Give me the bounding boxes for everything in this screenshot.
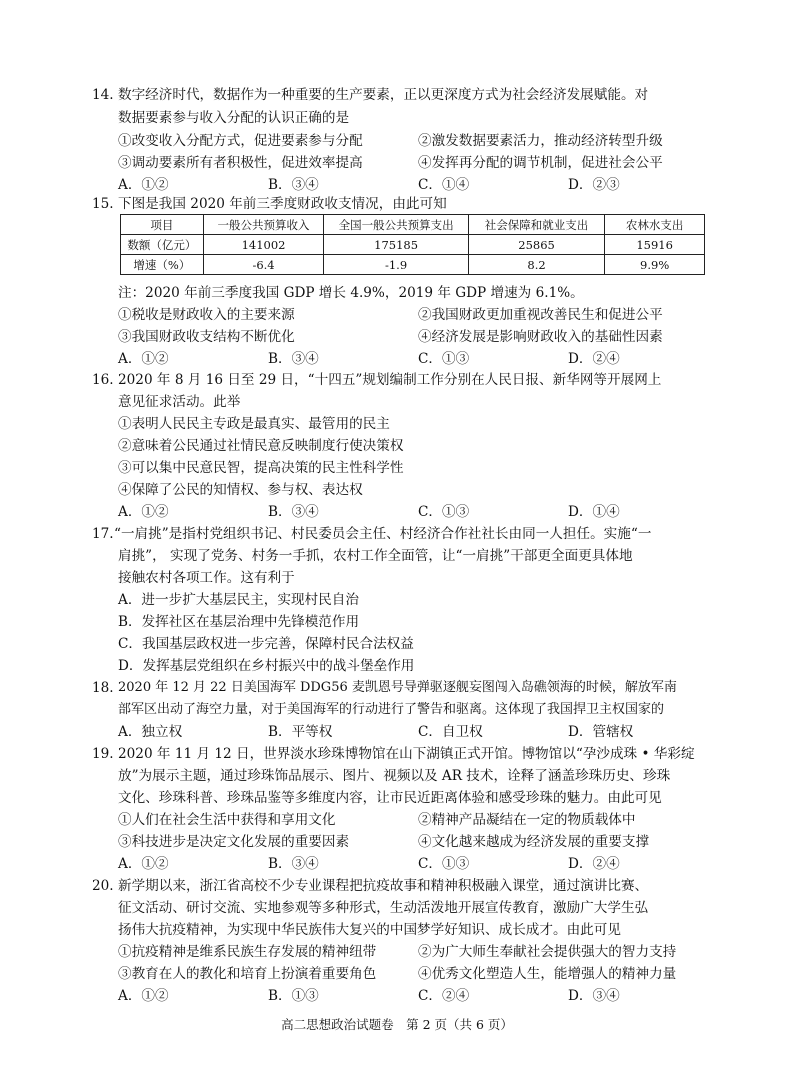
question-number: 19. [92,746,114,762]
statement: ①人们在社会生活中获得和享用文化 [118,812,336,828]
question-stem: 下图是我国 2020 年前三季度财政收支情况，由此可知 [118,196,447,212]
question-stem: 2020 年 12 月 22 日美国海军 DDG56 麦凯恩号导弹驱逐舰妄图闯入岛礁领海的时候，解放军南 [118,680,677,695]
option-b: B．③④ [268,504,319,520]
statement: ①抗疫精神是维系民族生存发展的精神纽带 [118,944,377,960]
question-stem: 2020 年 8 月 16 日至 29 日，“十四五”规划编制工作分别在人民日报、新华网等开展网上 [118,372,662,388]
option-d: D．③④ [568,988,620,1004]
table-header: 全国一般公共预算支出 [324,215,468,235]
table-cell: 增速（%） [121,255,204,275]
question-stem: 部军区出动了海空力量，对于美国海军的行动进行了警告和驱离。这体现了我国捍卫主权国家的 [118,702,665,717]
statement: ②我国财政更加重视改善民生和促进公平 [418,307,663,323]
option-a: A．①② [118,177,169,193]
finance-table [120,214,705,275]
table-cell: 15916 [605,235,705,255]
question-number: 16. [92,372,114,388]
option-a: A．进一步扩大基层民主，实现村民自治 [118,592,359,608]
question-stem: 放”为展示主题，通过珍珠饰品展示、图片、视频以及 AR 技术，诠释了涵盖珍珠历史、珍珠 [118,768,671,784]
question-stem: 扬伟大抗疫精神，为实现中华民族伟大复兴的中国梦学好知识、成长成才。由此可见 [118,922,621,938]
statement: ②为广大师生奉献社会提供强大的智力支持 [418,944,677,960]
table-cell: -1.9 [324,255,468,275]
statement: ②精神产品凝结在一定的物质载体中 [418,812,636,828]
table-cell: 25865 [468,235,604,255]
statement: ④优秀文化塑造人生，能增强人的精神力量 [418,966,677,982]
statement: ④经济发展是影响财政收入的基础性因素 [418,329,663,345]
question-number: 15. [92,196,114,212]
question-stem: 数字经济时代，数据作为一种重要的生产要素，正以更深度方式为社会经济发展赋能。对 [118,87,649,103]
table-cell: -6.4 [203,255,324,275]
option-c: C．①④ [418,177,470,193]
option-c: C．②④ [418,988,470,1004]
option-a: A．①② [118,988,169,1004]
option-c: C．①③ [418,351,470,367]
question-stem: 文化、珍珠科普、珍珠品鉴等多维度内容，让市民近距离体验和感受珍珠的魅力。由此可见 [118,790,662,806]
table-header: 一般公共预算收入 [203,215,324,235]
question-stem: 数据要素参与收入分配的认识正确的是 [118,110,350,126]
table-cell: 9.9% [605,255,705,275]
question-number: 17. [92,526,114,542]
statement: ③可以集中民意民智，提高决策的民主性科学性 [118,460,404,476]
table-row [121,235,705,255]
option-a: A．①② [118,504,169,520]
table-header: 农林水支出 [605,215,705,235]
option-a: A．独立权 [118,724,183,740]
statement: ①表明人民民主专政是最真实、最管用的民主 [118,416,390,432]
question-stem: “一肩挑”是指村党组织书记、村民委员会主任、村经济合作社社长由同一人担任。实施“一 [114,526,652,542]
page-footer: 高二思想政治试题卷 第 2 页（共 6 页） [281,1017,513,1032]
option-d: D．②④ [568,856,620,872]
option-b: B．③④ [268,351,319,367]
statement: ①改变收入分配方式，促进要素参与分配 [118,133,363,149]
option-b: B．发挥社区在基层治理中先锋模范作用 [118,614,360,630]
question-stem: 肩挑”， 实现了党务、村务一手抓，农村工作全面管，让“一肩挑”干部更全面更具体地 [118,548,633,564]
table-cell: 8.2 [468,255,604,275]
table-cell: 175185 [324,235,468,255]
option-d: D．发挥基层党组织在乡村振兴中的战斗堡垒作用 [118,658,415,674]
option-b: B．平等权 [268,724,333,740]
question-stem: 征文活动、研讨交流、实地参观等多种形式，生动活泼地开展宣传教育，激励广大学生弘 [118,900,649,916]
option-c: C．自卫权 [418,724,483,740]
statement: ②激发数据要素活力，推动经济转型升级 [418,133,663,149]
statement: ②意味着公民通过社情民意反映制度行使决策权 [118,438,404,454]
option-b: B．③④ [268,856,319,872]
question-number: 14. [92,87,114,103]
table-header-row [121,215,705,235]
table-note: 注：2020 年前三季度我国 GDP 增长 4.9%，2019 年 GDP 增速为 6.1%。 [118,285,584,301]
statement: ③调动要素所有者积极性，促进效率提高 [118,155,363,171]
question-stem: 意见征求活动。此举 [118,394,241,410]
question-number: 20. [92,878,114,894]
option-b: B．③④ [268,177,319,193]
statement: ③科技进步是决定文化发展的重要因素 [118,834,350,850]
option-c: C．我国基层政权进一步完善，保障村民合法权益 [118,636,414,652]
question-stem: 新学期以来，浙江省高校不少专业课程把抗疫故事和精神积极融入课堂，通过演讲比赛、 [118,878,649,894]
statement: ④保障了公民的知情权、参与权、表达权 [118,482,363,498]
option-d: D．①④ [568,504,620,520]
option-c: C．①③ [418,856,470,872]
question-stem: 接触农村各项工作。这有利于 [118,570,295,586]
table-header: 项目 [121,215,204,235]
table-cell: 数额（亿元） [121,235,204,255]
option-d: D．②③ [568,177,620,193]
table-cell: 141002 [203,235,324,255]
option-d: D．管辖权 [568,724,634,740]
statement: ④文化越来越成为经济发展的重要支撑 [418,834,650,850]
option-c: C．①③ [418,504,470,520]
question-number: 18. [92,680,114,696]
question-stem: 2020 年 11 月 12 日，世界淡水珍珠博物馆在山下湖镇正式开馆。博物馆以“孕沙成珠 • 华彩绽 [118,746,695,762]
option-d: D．②④ [568,351,620,367]
statement: ③教育在人的教化和培育上扮演着重要角色 [118,966,377,982]
option-b: B．①③ [268,988,319,1004]
table-row [121,255,705,275]
table-header: 社会保障和就业支出 [468,215,604,235]
statement: ④发挥再分配的调节机制，促进社会公平 [418,155,663,171]
statement: ①税收是财政收入的主要来源 [118,307,295,323]
statement: ③我国财政收支结构不断优化 [118,329,295,345]
option-a: A．①② [118,351,169,367]
option-a: A．①② [118,856,169,872]
